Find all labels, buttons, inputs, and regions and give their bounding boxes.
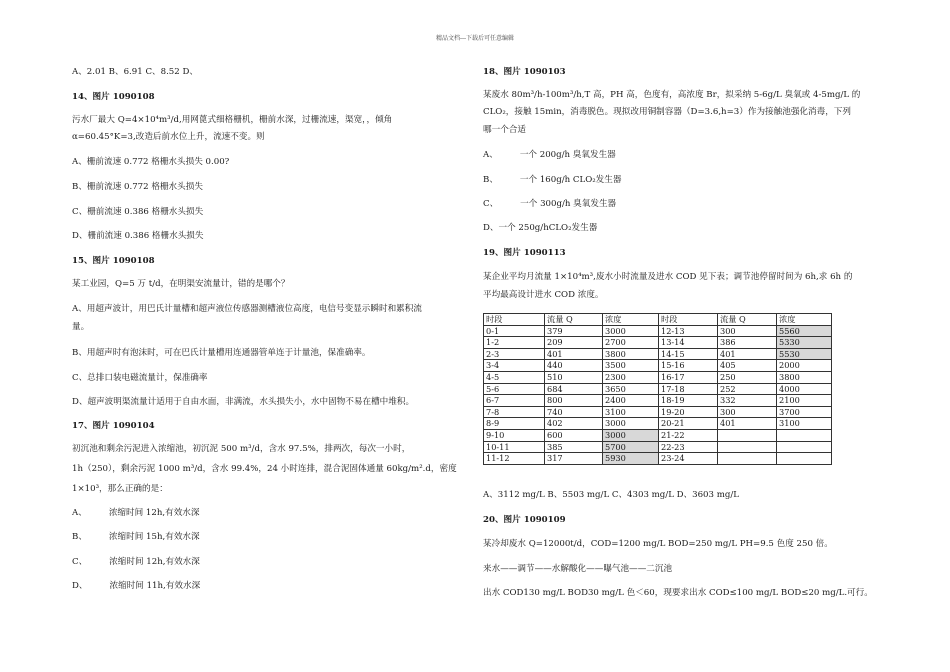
q18-title: 18、图片 1090103 (483, 67, 566, 77)
table-cell: 22-23 (659, 441, 718, 453)
table-cell (777, 429, 832, 441)
q17-option-d (72, 580, 200, 592)
table-cell: 13-14 (659, 337, 718, 349)
table-row (484, 348, 832, 360)
q18-option-c (483, 198, 616, 210)
q17-option-c-label: C、 (72, 557, 88, 567)
table-cell: 3000 (603, 429, 659, 441)
table-cell: 11-12 (484, 453, 545, 465)
table-cell: 401 (718, 418, 777, 430)
q18-option-c-label: C、 (483, 199, 499, 209)
table-cell: 21-22 (659, 429, 718, 441)
table-cell (777, 453, 832, 465)
table-cell: 20-21 (659, 418, 718, 430)
table-cell: 19-20 (659, 406, 718, 418)
q20-text-3: 出水 COD130 mg/L BOD30 mg/L 色＜60，现要求出水 COD≤100 mg/L BOD≤20 mg/L.可行。 (483, 588, 873, 598)
q17-option-a (72, 507, 200, 519)
table-row (484, 429, 832, 441)
q14-option-c: C、栅前流速 0.386 格栅水头损失 (72, 207, 204, 217)
table-cell: 0-1 (484, 325, 545, 337)
q17-option-c-text: 浓缩时间 12h,有效水深 (109, 557, 200, 567)
q17-option-a-label: A、 (72, 508, 87, 518)
table-cell: 300 (718, 406, 777, 418)
table-cell: 16-17 (659, 371, 718, 383)
table-cell: 12-13 (659, 325, 718, 337)
table-row (484, 395, 832, 407)
q15-option-d: D、超声波明渠流量计适用于自由水面，非满流，水头损失小，水中固物不易在槽中堆积。 (72, 397, 415, 407)
table-cell: 3100 (777, 418, 832, 430)
table-cell: 5700 (603, 441, 659, 453)
q14-option-b: B、栅前流速 0.772 格栅水头损失 (72, 182, 203, 192)
q15-option-a-1: A、用超声波计，用巴氏计量槽和超声液位传感器测槽液位高度，电信号变显示瞬时和累积流 (72, 304, 422, 314)
table-row (484, 441, 832, 453)
table-cell: 401 (718, 348, 777, 360)
q14-text-1: 污水厂最大 Q=4×10⁴m³/d,用网蓖式细格栅机，栅前水深，过栅流速，渠宽，，倾角 (72, 115, 393, 125)
table-cell: 3100 (603, 406, 659, 418)
q17-option-d-label: D、 (72, 581, 88, 591)
table-cell: 3700 (777, 406, 832, 418)
table-header-cell: 浓度 (777, 314, 832, 326)
q17-text-3: 1×10³，那么正确的是： (72, 484, 168, 494)
table-cell: 3000 (603, 325, 659, 337)
table-cell: 5330 (777, 337, 832, 349)
table-cell (718, 429, 777, 441)
q17-option-c (72, 556, 200, 568)
table-cell: 3000 (603, 418, 659, 430)
q15-option-c: C、总排口装电磁流量计，保准确率 (72, 373, 208, 383)
table-cell: 510 (545, 371, 603, 383)
table-cell: 2700 (603, 337, 659, 349)
table-cell: 17-18 (659, 383, 718, 395)
q14-option-d: D、栅前流速 0.386 格栅水头损失 (72, 231, 204, 241)
q17-option-a-text: 浓缩时间 12h,有效水深 (108, 508, 200, 518)
table-cell: 385 (545, 441, 603, 453)
table-cell: 3800 (777, 371, 832, 383)
q14-text-2: α=60.45°K=3,改造后前水位上升，流速不变。则 (72, 132, 265, 142)
q19-title: 19、图片 1090113 (483, 248, 566, 258)
table-cell: 209 (545, 337, 603, 349)
table-cell: 2-3 (484, 348, 545, 360)
table-header-cell: 时段 (659, 314, 718, 326)
q19-text-1: 某企业平均月流量 1×10⁴m³,废水小时流量及进水 COD 见下表；调节池停留时间为 6h,求 6h 的 (483, 272, 853, 282)
q13-options: A、2.01 B、6.91 C、8.52 D、 (72, 67, 198, 77)
table-cell: 3-4 (484, 360, 545, 372)
table-cell: 5530 (777, 348, 832, 360)
table-cell: 250 (718, 371, 777, 383)
table-row (484, 371, 832, 383)
table-row (484, 325, 832, 337)
table-cell: 317 (545, 453, 603, 465)
table-cell: 8-9 (484, 418, 545, 430)
hourly-flow-table (483, 313, 832, 465)
table-row (484, 406, 832, 418)
table-cell: 440 (545, 360, 603, 372)
table-cell: 300 (718, 325, 777, 337)
q18-option-a-text: 一个 200g/h 臭氧发生器 (519, 150, 616, 160)
table-header-row (484, 314, 832, 326)
q18-option-a-label: A、 (483, 150, 498, 160)
table-header-cell: 流量 Q (718, 314, 777, 326)
table-cell (718, 453, 777, 465)
q18-option-b-text: 一个 160g/h CLO₂发生器 (519, 175, 622, 185)
table-cell: 1-2 (484, 337, 545, 349)
table-cell: 600 (545, 429, 603, 441)
table-cell: 252 (718, 383, 777, 395)
table-cell: 684 (545, 383, 603, 395)
table-cell: 6-7 (484, 395, 545, 407)
table-cell: 7-8 (484, 406, 545, 418)
q18-text-1: 某废水 80m³/h-100m³/h,T 高，PH 高，色度有，高浓度 Br，拟采纳 5-6g/L 臭氧或 4-5mg/L 的 (483, 90, 861, 100)
q17-option-b-label: B、 (72, 532, 87, 542)
table-row (484, 453, 832, 465)
q19-text-2: 平均最高设计进水 COD 浓度。 (483, 290, 604, 300)
q20-text-2: 来水——调节——水解酸化——曝气池——二沉池 (483, 564, 673, 574)
table-cell: 4-5 (484, 371, 545, 383)
table-cell: 18-19 (659, 395, 718, 407)
q17-option-b-text: 浓缩时间 15h,有效水深 (108, 532, 200, 542)
table-cell (718, 441, 777, 453)
q18-option-c-text: 一个 300g/h 臭氧发生器 (520, 199, 617, 209)
table-header-cell: 时段 (484, 314, 545, 326)
table-cell: 386 (718, 337, 777, 349)
q20-title: 20、图片 1090109 (483, 515, 566, 525)
table-cell: 14-15 (659, 348, 718, 360)
table-row (484, 360, 832, 372)
table-cell: 5930 (603, 453, 659, 465)
table-cell: 401 (545, 348, 603, 360)
q17-text-2: 1h（250），剩余污泥 1000 m³/d，含水 99.4%，24 小时连排，混合泥固体通量 60kg/m².d，密度 (72, 464, 457, 474)
q18-option-d: D、一个 250g/hCLO₂发生器 (483, 223, 598, 233)
table-cell: 800 (545, 395, 603, 407)
q15-text-1: 某工业园，Q=5 万 t/d，在明渠安流量计，错的是哪个？ (72, 279, 290, 289)
table-header-cell: 流量 Q (545, 314, 603, 326)
q18-text-2: CLO₂，接触 15min，消毒脱色。现拟改用铜制容器（D=3.6,h=3）作为接触池强化消毒，下列 (483, 107, 851, 117)
table-cell: 5560 (777, 325, 832, 337)
table-cell: 9-10 (484, 429, 545, 441)
table-cell: 332 (718, 395, 777, 407)
q14-title: 14、图片 1090108 (72, 92, 155, 102)
table-row (484, 418, 832, 430)
q15-option-a-2: 量。 (72, 322, 90, 332)
q20-text-1: 某冷却废水 Q=12000t/d，COD=1200 mg/L BOD=250 mg/L PH=9.5 色度 250 倍。 (483, 539, 833, 549)
q19-answer-options: A、3112 mg/L B、5503 mg/L C、4303 mg/L D、3603 mg/L (483, 490, 739, 500)
q17-title: 17、图片 1090104 (72, 421, 155, 431)
table-header-cell: 浓度 (603, 314, 659, 326)
q18-option-b-label: B、 (483, 175, 498, 185)
table-cell: 2000 (777, 360, 832, 372)
table-cell: 3500 (603, 360, 659, 372)
table-cell: 405 (718, 360, 777, 372)
table-cell: 23-24 (659, 453, 718, 465)
page-header: 精品文档---下载后可任意编辑 (435, 35, 515, 42)
table-row (484, 383, 832, 395)
table-cell: 2300 (603, 371, 659, 383)
table-cell: 4000 (777, 383, 832, 395)
table-cell: 379 (545, 325, 603, 337)
table-cell: 2100 (777, 395, 832, 407)
table-cell: 3650 (603, 383, 659, 395)
q18-option-b (483, 174, 621, 186)
table-cell (777, 441, 832, 453)
q17-text-1: 初沉池和剩余污泥进入浓缩池，初沉泥 500 m³/d，含水 97.5%，排两次，每次一小时， (72, 444, 411, 454)
table-cell: 2400 (603, 395, 659, 407)
q18-text-3: 哪一个合适 (483, 125, 526, 135)
q17-option-d-text: 浓缩时间 11h,有效水深 (109, 581, 201, 591)
q18-option-a (483, 149, 616, 161)
table-row (484, 337, 832, 349)
table-cell: 740 (545, 406, 603, 418)
q15-option-b: B、用超声时有泡沫时，可在巴氏计量槽用连通器管单连于计量池，保准确率。 (72, 348, 371, 358)
table-cell: 3800 (603, 348, 659, 360)
table-cell: 402 (545, 418, 603, 430)
q15-title: 15、图片 1090108 (72, 256, 155, 266)
table-cell: 5-6 (484, 383, 545, 395)
q14-option-a: A、栅前流速 0.772 格栅水头损失 0.00? (72, 157, 230, 167)
table-cell: 10-11 (484, 441, 545, 453)
table-cell: 15-16 (659, 360, 718, 372)
q17-option-b (72, 531, 200, 543)
